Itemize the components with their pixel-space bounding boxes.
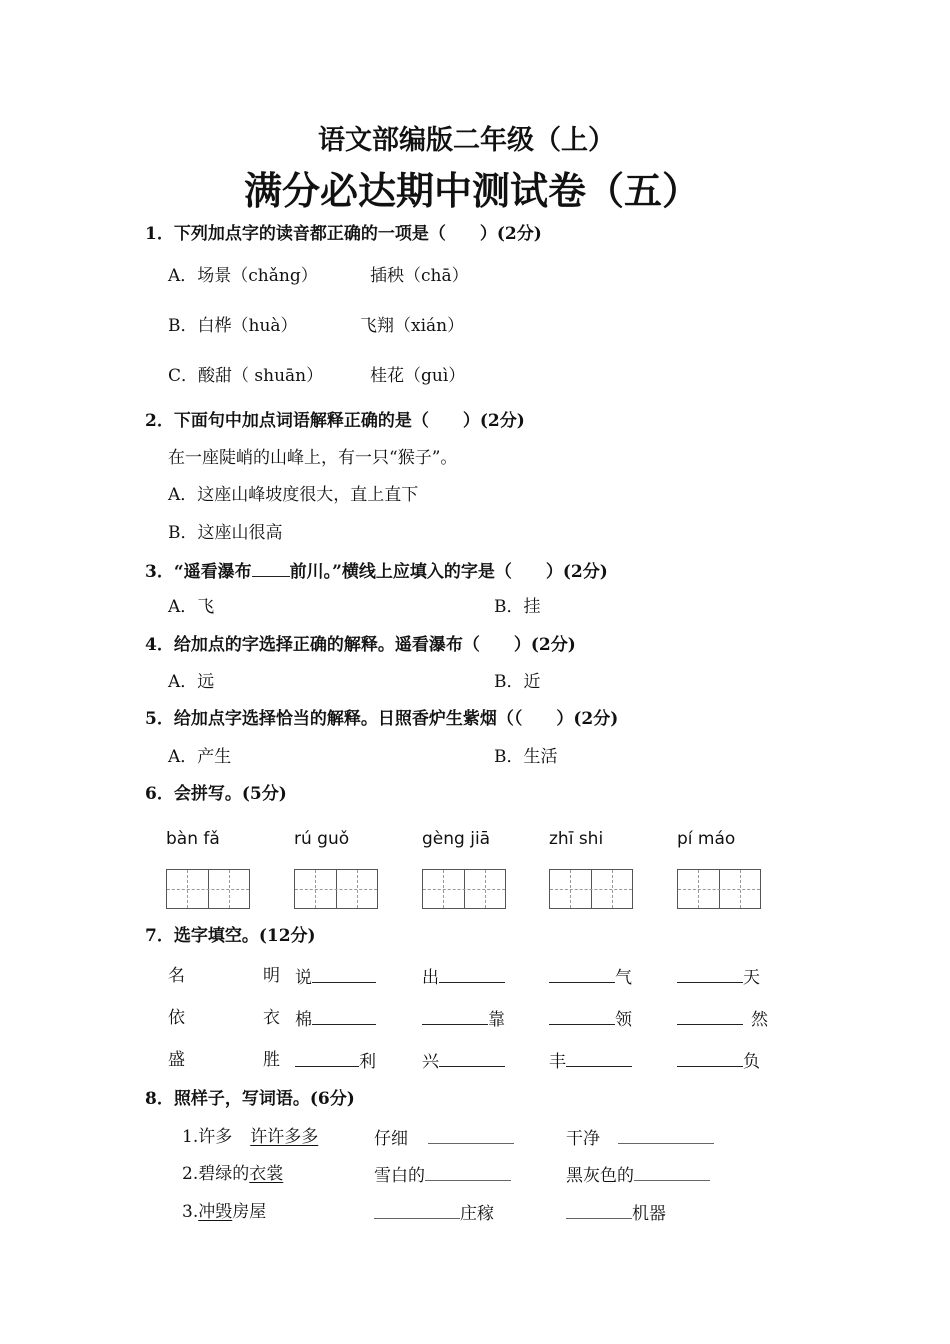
q7-blank[interactable] bbox=[312, 1010, 376, 1025]
q7-blank[interactable] bbox=[677, 1010, 743, 1025]
writing-grid-2[interactable] bbox=[294, 869, 378, 909]
q7-blank[interactable] bbox=[439, 968, 505, 983]
q5-option-a: A．产生 bbox=[168, 747, 232, 767]
q1-option-a-word1: A．场景（chǎng） bbox=[168, 266, 318, 286]
q1-option-a-word2: 插秧（chā） bbox=[370, 266, 469, 286]
question-8-stem: 8．照样子，写词语。(6分) bbox=[145, 1089, 355, 1109]
writing-grid-4[interactable] bbox=[549, 869, 633, 909]
q7-blank[interactable] bbox=[677, 1052, 743, 1067]
writing-grid-3[interactable] bbox=[422, 869, 506, 909]
q7-fill-item: 利 bbox=[295, 1052, 376, 1071]
q7-fill-item: 出 bbox=[422, 968, 505, 987]
q7-fill-item: 领 bbox=[549, 1010, 632, 1029]
question-2-stem: 2．下面句中加点词语解释正确的是（ ）(2分) bbox=[145, 411, 525, 431]
q1-option-c-word1: C．酸甜（ shuān） bbox=[168, 366, 324, 386]
q7-blank[interactable] bbox=[439, 1052, 505, 1067]
q3-option-b: B．挂 bbox=[494, 597, 541, 617]
q7-fill-item: 棉 bbox=[295, 1010, 376, 1029]
question-4-stem: 4．给加点的字选择正确的解释。遥看瀑布（ ）(2分) bbox=[145, 635, 576, 655]
pinyin-prompt-5: pí máo bbox=[677, 829, 736, 849]
q7-blank[interactable] bbox=[566, 1052, 632, 1067]
q8-row2-item3: 黑灰色的 bbox=[566, 1166, 710, 1185]
q7-blank[interactable] bbox=[312, 968, 376, 983]
q8-blank[interactable] bbox=[425, 1166, 511, 1181]
q7-choice-char-2: 衣 bbox=[263, 1008, 280, 1028]
q8-row3-item3: 机器 bbox=[566, 1204, 666, 1223]
q8-row1-item2: 仔细 bbox=[374, 1129, 514, 1148]
q2-option-a: A．这座山峰坡度很大，直上直下 bbox=[168, 485, 419, 505]
q1-option-b-word1: B．白桦（huà） bbox=[168, 316, 298, 336]
q7-blank[interactable] bbox=[295, 1052, 359, 1067]
q8-blank[interactable] bbox=[634, 1166, 710, 1181]
writing-grid-1[interactable] bbox=[166, 869, 250, 909]
pinyin-prompt-4: zhī shi bbox=[549, 829, 604, 849]
pinyin-prompt-1: bàn fǎ bbox=[166, 829, 220, 849]
q2-sentence: 在一座陡峭的山峰上，有一只“猴子”。 bbox=[168, 448, 458, 468]
q7-choice-char-2: 明 bbox=[263, 966, 280, 986]
q4-option-a: A．远 bbox=[168, 672, 215, 692]
q8-blank[interactable] bbox=[566, 1204, 632, 1219]
question-3-stem bbox=[145, 562, 608, 581]
q7-choice-char-1: 盛 bbox=[168, 1050, 185, 1070]
q7-fill-item: 说 bbox=[295, 968, 376, 987]
q7-fill-item: 兴 bbox=[422, 1052, 505, 1071]
q8-row2-example: 2.碧绿的衣裳 bbox=[182, 1164, 284, 1184]
writing-grid-5[interactable] bbox=[677, 869, 761, 909]
q7-fill-item: 丰 bbox=[549, 1052, 632, 1071]
q8-blank[interactable] bbox=[428, 1129, 514, 1144]
q8-row3-example: 3.冲毁房屋 bbox=[182, 1202, 267, 1222]
page-title: 满分必达期中测试卷（五） bbox=[244, 168, 701, 213]
q1-option-c-word2: 桂花（guì） bbox=[370, 366, 466, 386]
q8-row2-item2: 雪白的 bbox=[374, 1166, 511, 1185]
q5-option-b: B．生活 bbox=[494, 747, 558, 767]
q4-option-b: B．近 bbox=[494, 672, 541, 692]
q1-option-b-word2: 飞翔（xián） bbox=[360, 316, 465, 336]
q7-blank[interactable] bbox=[549, 968, 615, 983]
q3-stem-before-blank: 3．“遥看瀑布 bbox=[145, 562, 252, 582]
q7-fill-item: 然 bbox=[677, 1010, 768, 1029]
q8-row1-example: 1.许多 许许多多 bbox=[182, 1127, 319, 1147]
q8-blank[interactable] bbox=[374, 1204, 460, 1219]
q7-blank[interactable] bbox=[422, 1010, 488, 1025]
question-6-stem: 6．会拼写。(5分) bbox=[145, 784, 287, 804]
q3-stem-after-blank: 前川。”横线上应填入的字是（ ）(2分) bbox=[289, 562, 608, 582]
q7-fill-item: 天 bbox=[677, 968, 760, 987]
q7-blank[interactable] bbox=[549, 1010, 615, 1025]
q7-choice-char-1: 名 bbox=[168, 966, 185, 986]
q7-fill-item: 靠 bbox=[422, 1010, 505, 1029]
pinyin-prompt-2: rú guǒ bbox=[294, 829, 350, 849]
q7-fill-item: 气 bbox=[549, 968, 632, 987]
subtitle-heading: 语文部编版二年级（上） bbox=[318, 125, 615, 156]
pinyin-prompt-3: gèng jiā bbox=[422, 829, 491, 849]
question-5-stem: 5．给加点字选择恰当的解释。日照香炉生紫烟（（ ）(2分) bbox=[145, 709, 619, 729]
q7-choice-char-1: 依 bbox=[168, 1008, 185, 1028]
q8-row1-item3: 干净 bbox=[566, 1129, 714, 1148]
q7-choice-char-2: 胜 bbox=[263, 1050, 280, 1070]
question-7-stem: 7．选字填空。(12分) bbox=[145, 926, 316, 946]
q8-row3-item2: 庄稼 bbox=[374, 1204, 494, 1223]
q2-option-b: B．这座山很高 bbox=[168, 523, 283, 543]
q8-blank[interactable] bbox=[618, 1129, 714, 1144]
q3-fill-blank[interactable] bbox=[252, 562, 290, 577]
question-1-stem: 1．下列加点字的读音都正确的一项是（ ）(2分) bbox=[145, 224, 542, 244]
q3-option-a: A．飞 bbox=[168, 597, 215, 617]
q7-fill-item: 负 bbox=[677, 1052, 760, 1071]
q7-blank[interactable] bbox=[677, 968, 743, 983]
